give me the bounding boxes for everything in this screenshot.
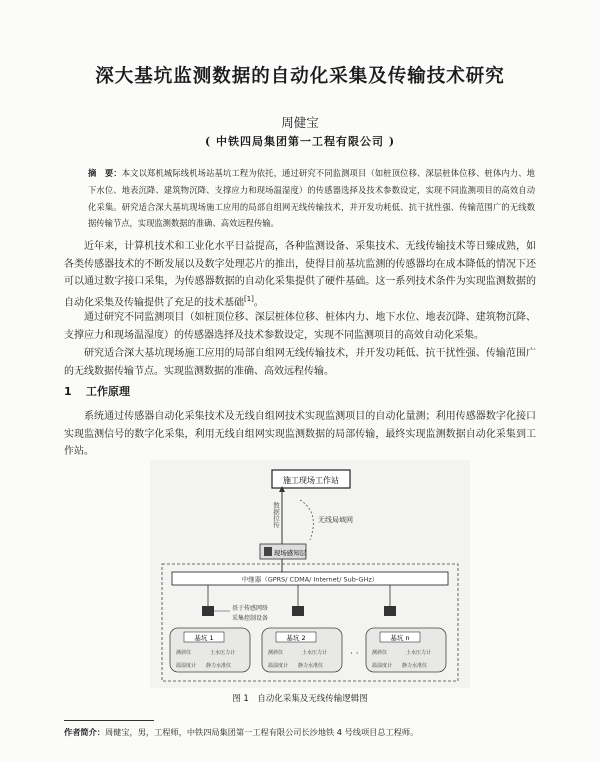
footnote-label: 作者简介： (64, 727, 105, 737)
backbone-label: 中继器（GPRS/ CDMA/ Internet/ Sub-GHz） (241, 575, 379, 584)
section-number: 1 (64, 385, 72, 398)
figure-diagram (150, 460, 470, 688)
sensor-label: 温湿度计 (268, 663, 289, 669)
citation-ref: [1] (244, 294, 254, 303)
paragraph-1-end: 。 (253, 297, 264, 309)
paragraph-1-text: 近年来，计算机技术和工业化水平日益提高，各种监测设备、采集技术、无线传输技术等日臻成熟，如各类传感器技术的不断发展以及数字处理芯片的推出，使得目前基坑监测的传感器均在成本降低的情况下还可以通过数字接口采集，为传感器数据的自动化采集提供了硬件基础。这一系列技术条件为实现监测数据的自动化采集及传输提供了充足的技术基础 (64, 241, 536, 309)
footnote-rule (64, 720, 154, 721)
section-heading (64, 383, 130, 399)
sensor-label: 静力水准仪 (298, 663, 324, 669)
node-device-n (384, 606, 396, 616)
node-device-1 (202, 606, 214, 616)
sensor-label: 土水压力计 (302, 650, 328, 656)
pit-label-2: 基坑 2 (286, 634, 306, 642)
pit-label-1: 基坑 1 (194, 634, 214, 642)
author-affiliation: ( 中铁四局集团第一工程有限公司 ) (204, 135, 396, 148)
sensor-label: 土水压力计 (406, 650, 432, 656)
figure-caption: 图 1 自动化采集及无线传输逻辑图 (232, 694, 368, 704)
pit-label-n: 基坑 n (390, 634, 410, 642)
paragraph-1 (64, 238, 536, 312)
sensor-label: 温湿度计 (372, 663, 393, 669)
node-device-2 (292, 606, 304, 616)
pit-group-1 (170, 628, 250, 672)
section-title: 工作原理 (86, 385, 130, 398)
sensor-label: 测斜仪 (268, 650, 284, 656)
footnote (64, 727, 418, 738)
pit-group-2 (262, 628, 342, 672)
paragraph-4: 系统通过传感器自动化采集技术及无线自组网技术实现监测项目的自动化量测；利用传感器数字化接口实现监测信号的数字化采集，利用无线自组网实现监测数据的局部传输，最终实现监测数据自动化采集到工作站。 (64, 411, 536, 458)
node-label-line2: 采集控制设备 (232, 615, 269, 622)
wireless-lan-label: 无线局域网 (318, 516, 353, 524)
paragraph-2: 通过研究不同监测项目（如桩顶位移、深层桩体位移、桩体内力、地下水位、地表沉降、建筑物沉降、支撑应力和现场温湿度）的传感器选择及技术参数设定，实现不同监测项目的高效自动化采集。 (64, 312, 536, 341)
sensor-label: 静力水准仪 (206, 663, 232, 669)
sensor-label: 静力水准仪 (402, 663, 428, 669)
sensor-label: 测斜仪 (372, 650, 388, 656)
ellipsis: · · (350, 649, 359, 659)
sensor-label: 土水压力计 (210, 650, 236, 656)
data-transfer-label: 数据拉传 (272, 502, 280, 528)
footnote-text: 周健宝，男，工程师，中铁四局集团第一工程有限公司长沙地铁 4 号线项目总工程师。 (104, 727, 419, 737)
paper-title: 深大基坑监测数据的自动化采集及传输技术研究 (95, 66, 505, 87)
aggregator-label: 现场感知层 (273, 549, 307, 557)
node-label-line1: 基于传感网络 (232, 605, 269, 612)
sensor-label: 测斜仪 (176, 650, 192, 656)
pit-group-n (366, 628, 446, 672)
abstract-text: 本文以郑机城际线机场站基坑工程为依托，通过研究不同监测项目（如桩顶位移、深层桩体位移、桩体内力、地下水位、地表沉降、建筑物沉降、支撑应力和现场温湿度）的传感器选择及技术参数设定，实现不同监测项目的高效自动化采集。研究适合深大基坑现场施工应用的局部自组网无线传输技术，并开发功耗低、抗干扰性强、传输范围广的无线数据传输节点，实现监测数据的准确、高效远程传输。 (88, 168, 535, 229)
abstract-label: 摘 要： (88, 168, 122, 178)
author-name: 周健宝 (281, 115, 319, 130)
paragraph-3: 研究适合深大基坑现场施工应用的局部自组网无线传输技术，并开发功耗低、抗干扰性强、传输范围广的无线数据传输节点。实现监测数据的准确、高效远程传输。 (64, 348, 536, 377)
workstation-label: 施工现场工作站 (283, 476, 339, 485)
sensor-label: 温湿度计 (176, 663, 197, 669)
abstract (88, 165, 535, 232)
